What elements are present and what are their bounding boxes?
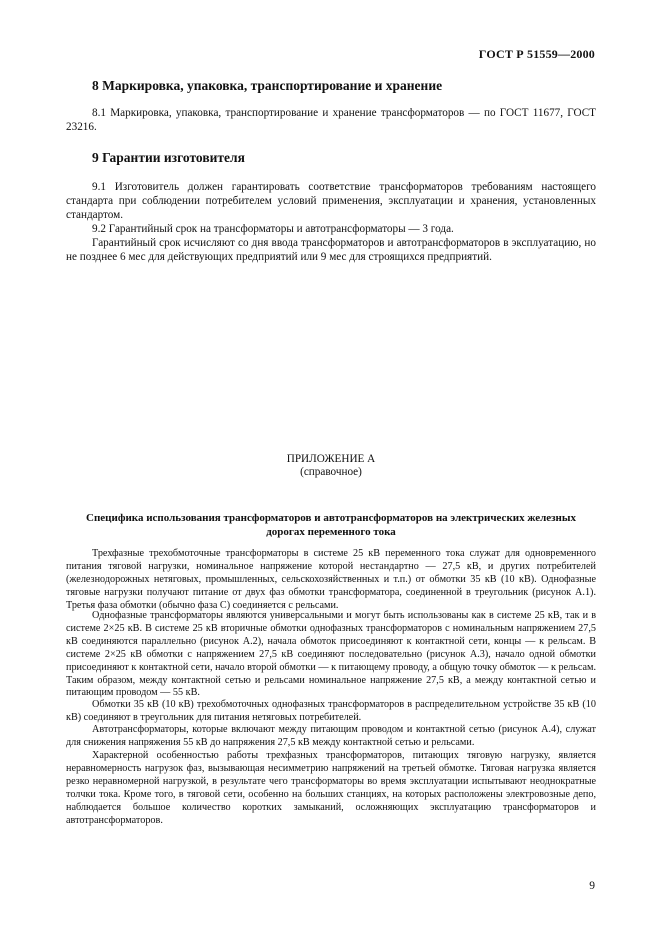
appendix-paragraph-2: Однофазные трансформаторы являются универсальными и могут быть использованы как в системе 25 кВ, так и в системе 2×25 кВ. В системе 25 кВ вторичные обмотки однофазных трансформаторов с номинальным напряжением 27,5 кВ соединяются параллельно (рисунок А.2), начала обмоток присоединяют к контактной сети, концы — к рельсам. В системе 2×25 кВ обмотки с напряжением 27,5 кВ соединяют последовательно (рисунок А.3), начало одной обмотки присоединяют к контактной сети, начало второй обмотки — к питающему проводу, а общую точку обмоток — к рельсам. Таким образом, между контактной сетью и рельсами номинальное напряжение 27,5 кВ, а между контактной сетью и питающим проводом — 55 кВ.	[66, 610, 596, 699]
section-9-paragraph-2: 9.2 Гарантийный срок на трансформаторы и автотрансформаторы — 3 года.	[92, 223, 454, 235]
section-9-paragraph-3: Гарантийный срок исчисляют со дня ввода трансформаторов и автотрансформаторов в эксплуатацию, но не позднее 6 мес для действующих предприятий или 9 мес для строящихся предприятий.	[66, 237, 596, 263]
section-8-paragraph-1: 8.1 Маркировка, упаковка, транспортирование и хранение трансформаторов — по ГОСТ 11677, ГОСТ 23216.	[66, 107, 596, 133]
appendix-paragraph-4: Автотрансформаторы, которые включают между питающим проводом и контактной сетью (рисунок А.4), служат для снижения напряжения 55 кВ до напряжения 27,5 кВ между контактной сетью и рельсами.	[66, 724, 596, 748]
appendix-type: (справочное)	[300, 466, 362, 478]
section-8-title: 8 Маркировка, упаковка, транспортирование и хранение	[92, 78, 443, 93]
page-number: 9	[589, 880, 595, 892]
appendix-title: Специфика использования трансформаторов и автотрансформаторов на электрических железных дорогах переменного тока	[86, 512, 576, 538]
appendix-paragraph-1: Трехфазные трехобмоточные трансформаторы в системе 25 кВ переменного тока служат для одновременного питания тяговой нагрузки, номинальное напряжение которой нестандартно — 27,5 кВ, и других потребителей (железнодорожных нетяговых, промышленных, сельскохозяйственных и т.п.) от обмотки 35 кВ (10 кВ). Однофазные тяговые нагрузки получают питание от двух фаз обмотки трансформатора, соединенной в треугольник (рисунок А.1). Третья фаза обмотки (обычно фаза С) соединяется с рельсами.	[66, 548, 596, 611]
appendix-paragraph-5: Характерной особенностью работы трехфазных трансформаторов, питающих тяговую нагрузку, является неравномерность нагрузок фаз, вызывающая несимметрию напряжений на третьей обмотке. Тяговая нагрузка является резко неравномерной нагрузкой, в результате чего трансформаторы во время эксплуатации испытывают неоднократные толчки тока. Кроме того, в тяговой сети, особенно на больших станциях, на которых расположены электровозные депо, наблюдается большое количество коротких замыканий, осложняющих эксплуатацию трансформаторов и автотрансформаторов.	[66, 750, 596, 826]
section-9-paragraph-1: 9.1 Изготовитель должен гарантировать соответствие трансформаторов требованиям настоящего стандарта при соблюдении потребителем условий применения, эксплуатации и хранения, установленных стандартом.	[66, 181, 596, 221]
standard-header: ГОСТ Р 51559—2000	[478, 47, 595, 61]
appendix-label: ПРИЛОЖЕНИЕ А	[286, 453, 376, 465]
section-9-title: 9 Гарантии изготовителя	[92, 150, 245, 165]
appendix-paragraph-3: Обмотки 35 кВ (10 кВ) трехобмоточных однофазных трансформаторов в распределительном устройстве 35 кВ (10 кВ) соединяют в треугольник для питания нетяговых потребителей.	[66, 699, 596, 723]
